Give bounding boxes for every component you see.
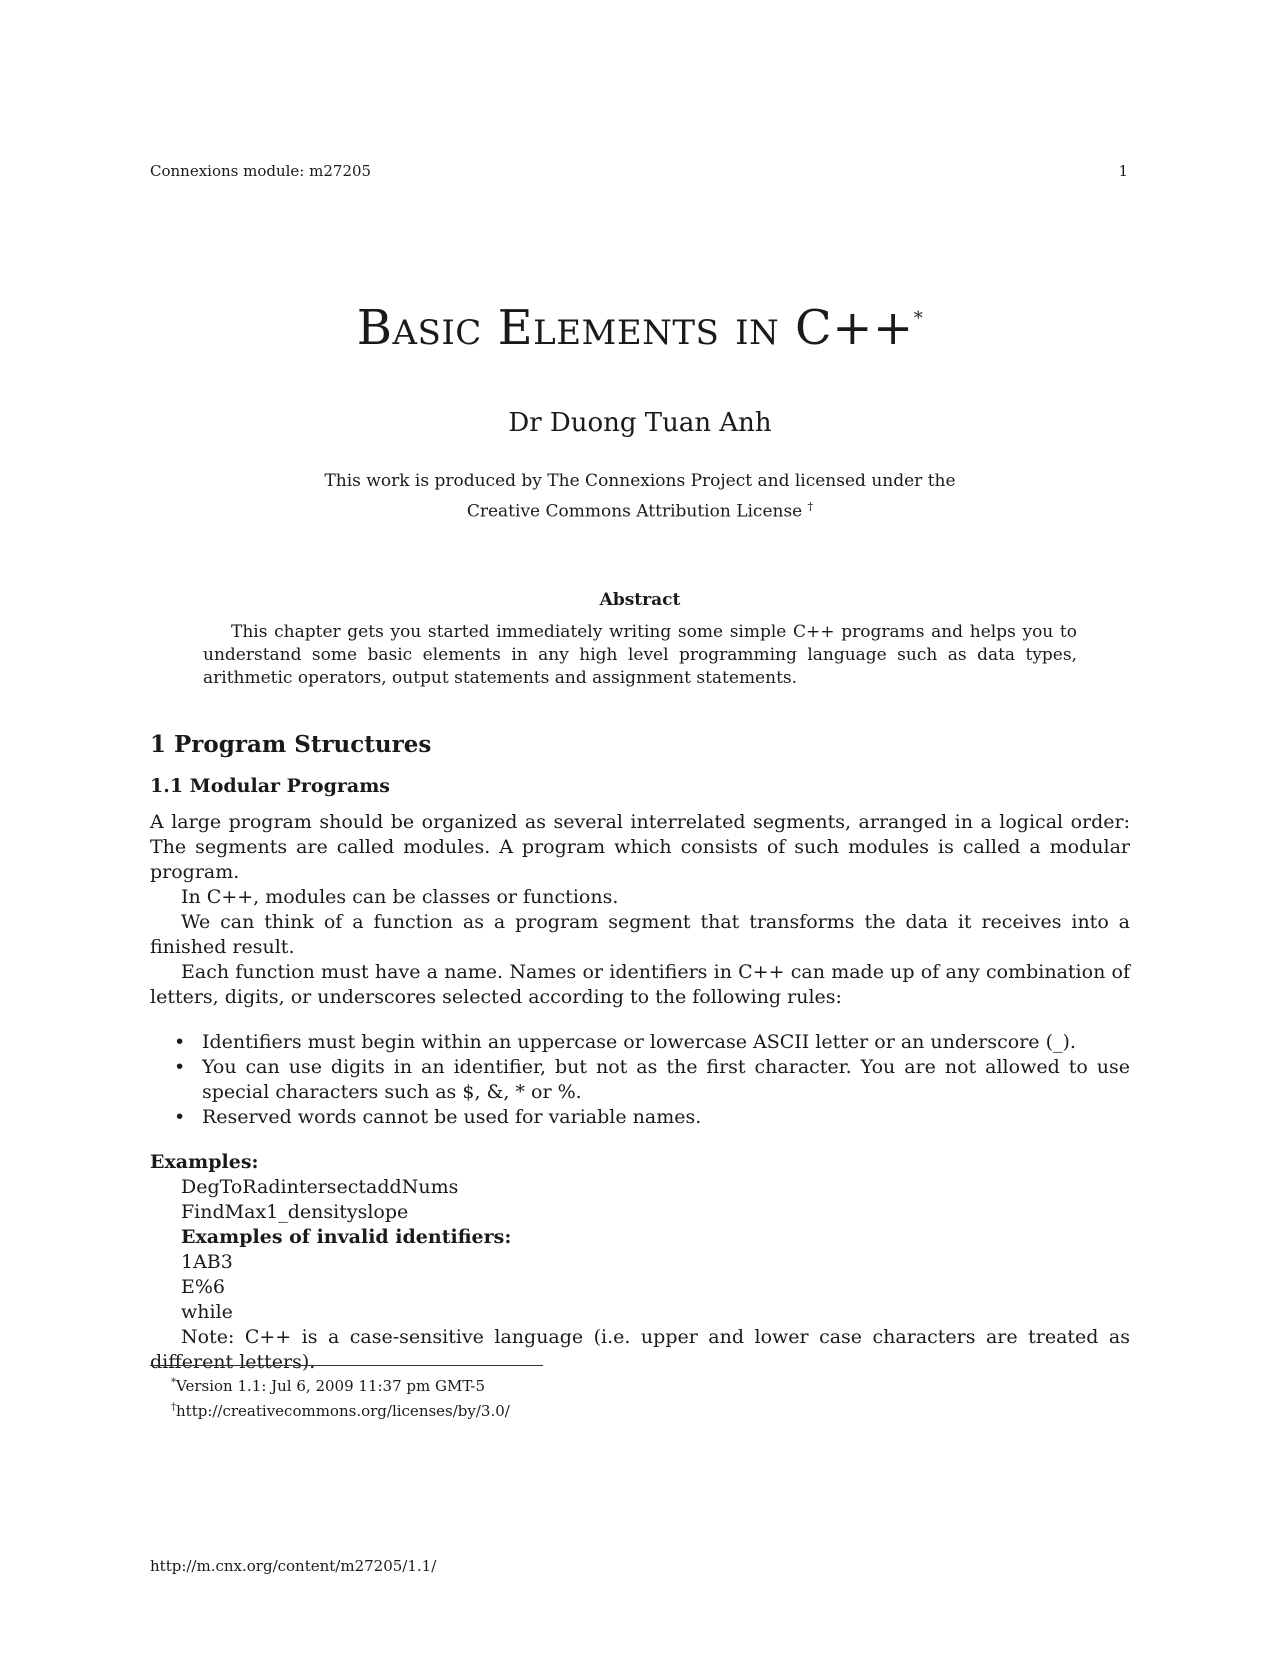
- license-line-1: This work is produced by The Connexions Project and licensed under the: [324, 471, 956, 491]
- abstract-text: This chapter gets you started immediately writing some simple C++ programs and helps you to understand some basic elements in any high level programming language such as data types, arithmetic operators, output statements and assignment statements.: [203, 622, 1077, 688]
- paragraph-3: We can think of a function as a program segment that transforms the data it receives into a finished result.: [150, 911, 1130, 958]
- invalid-example: while: [181, 1301, 233, 1323]
- invalid-examples-label: Examples of invalid identifiers:: [181, 1226, 512, 1248]
- paragraph-2: In C++, modules can be classes or functions.: [181, 886, 619, 908]
- author-name: Dr Duong Tuan Anh: [508, 408, 772, 438]
- list-item: • You can use digits in an identifier, but not as the first character. You are not allowed to use special characters such as $, &, * or %.: [150, 1055, 1130, 1105]
- paragraph-4: Each function must have a name. Names or identifiers in C++ can made up of any combination of letters, digits, or underscores selected according to the following rules:: [150, 961, 1130, 1008]
- footnote-license-url: [171, 1397, 510, 1422]
- page-number: 1: [1118, 162, 1128, 180]
- abstract-heading: Abstract: [599, 590, 681, 610]
- invalid-example: E%6: [181, 1276, 226, 1298]
- case-sensitivity-note: Note: C++ is a case-sensitive language (i.e. upper and lower case characters are treated as different letters).: [150, 1326, 1130, 1373]
- running-header-module: Connexions module: m27205: [150, 162, 372, 180]
- footnote-divider: [150, 1365, 543, 1366]
- list-item: • Reserved words cannot be used for variable names.: [150, 1105, 1130, 1130]
- examples-block: [150, 1175, 1130, 1325]
- license-link-text: Creative Commons Attribution License: [466, 501, 803, 522]
- footer-url-link[interactable]: http://m.cnx.org/content/m27205/1.1/: [150, 1557, 437, 1575]
- invalid-example: 1AB3: [181, 1251, 233, 1273]
- list-item: • Identifiers must begin within an uppercase or lowercase ASCII letter or an underscore (_).: [150, 1030, 1130, 1055]
- examples-label: Examples:: [150, 1151, 259, 1173]
- footnote-version: [171, 1372, 510, 1397]
- license-footnote-marker: †: [807, 500, 814, 513]
- footnotes: [171, 1372, 510, 1422]
- document-title: [0, 300, 1280, 356]
- footnote-marker: †: [171, 1402, 176, 1413]
- paragraph-1: A large program should be organized as several interrelated segments, arranged in a logical order: The segments are called modules. A program which consists of such modules is called a modular program.: [150, 811, 1130, 883]
- footnote-text: Version 1.1: Jul 6, 2009 11:37 pm GMT-5: [176, 1377, 486, 1395]
- license-statement: [0, 468, 1280, 525]
- main-body: [150, 810, 1130, 1375]
- title-footnote-marker: *: [913, 308, 924, 329]
- footnote-link[interactable]: http://creativecommons.org/licenses/by/3.0/: [176, 1402, 510, 1420]
- valid-example: DegToRadintersectaddNums: [181, 1176, 459, 1198]
- footnote-marker: *: [171, 1377, 176, 1388]
- section-heading: 1 Program Structures: [150, 731, 432, 758]
- title-text: Basic Elements in C++: [356, 300, 914, 356]
- license-line-2: [0, 494, 1280, 525]
- valid-example: FindMax1_densityslope: [181, 1201, 409, 1223]
- identifier-rules-list: [150, 1030, 1130, 1130]
- subsection-heading: 1.1 Modular Programs: [150, 775, 391, 797]
